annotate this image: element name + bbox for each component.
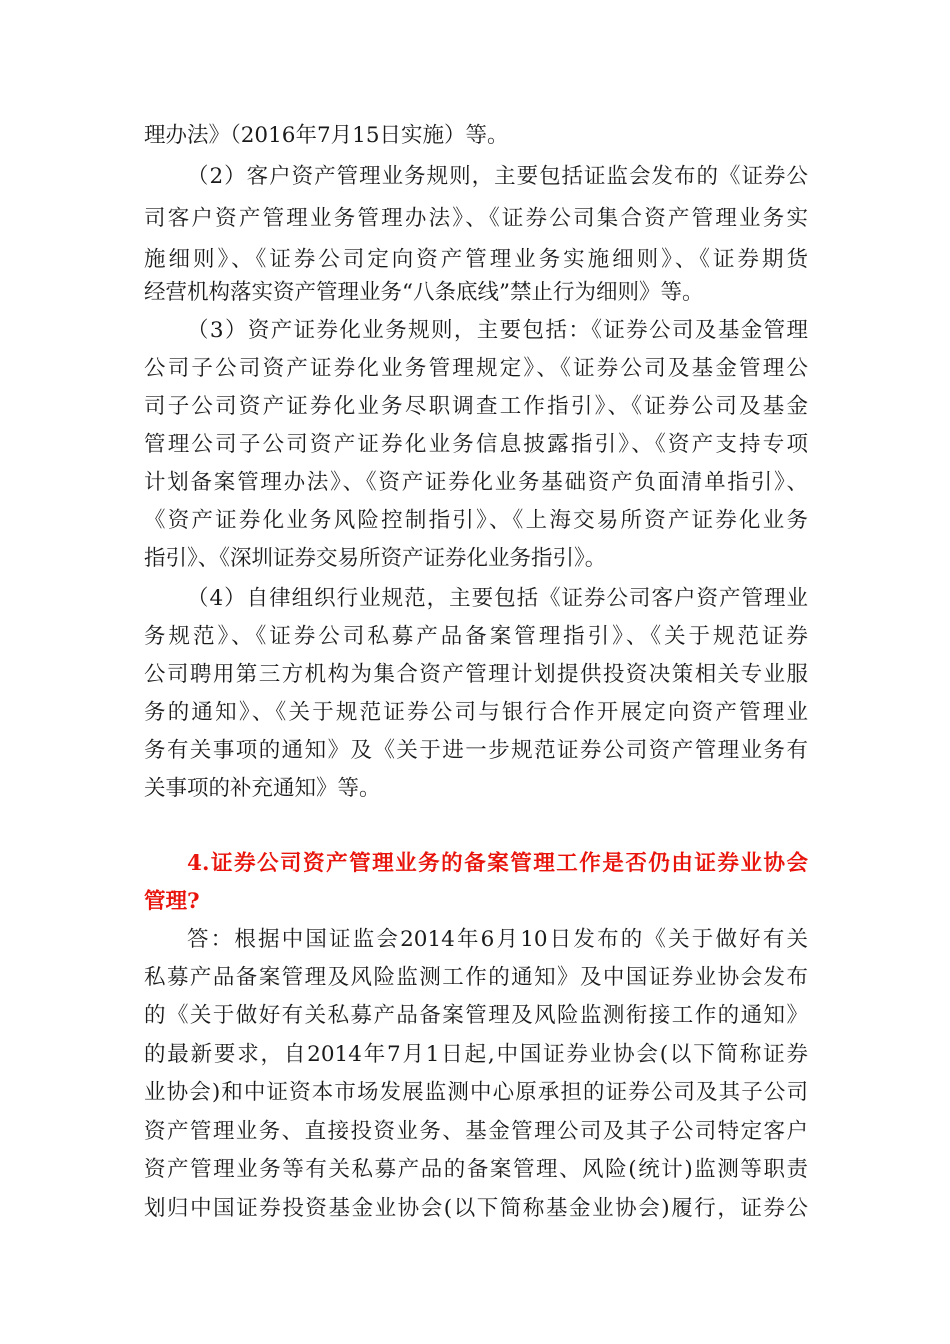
text-line: 施细则》、《证券公司定向资产管理业务实施细则》、《证券期货 (144, 247, 808, 272)
text-line: 划归中国证券投资基金业协会(以下简称基金业协会)履行，证券公 (144, 1196, 808, 1221)
text-line: 业协会)和中证资本市场发展监测中心原承担的证券公司及其子公司 (144, 1080, 808, 1105)
text-line: 指引》、《深圳证券交易所资产证券化业务指引》。 (144, 546, 607, 571)
text-line: 私募产品备案管理及风险监测工作的通知》及中国证券业协会发布 (144, 965, 808, 990)
text-line: 资产管理业务等有关私募产品的备案管理、风险(统计)监测等职责 (144, 1157, 808, 1182)
text-line: 经营机构落实资产管理业务“八条底线”禁止行为细则》等。 (144, 280, 704, 305)
text-line: （2）客户资产管理业务规则，主要包括证监会发布的《证券公 (187, 164, 808, 189)
text-line: 计划备案管理办法》、《资产证券化业务基础资产负面清单指引》、 (144, 470, 808, 495)
text-line: 务规范》、《证券公司私募产品备案管理指引》、《关于规范证券 (144, 624, 808, 649)
text-line: 管理公司子公司资产证券化业务信息披露指引》、《资产支持专项 (144, 432, 808, 457)
heading-line: 4.证券公司资产管理业务的备案管理工作是否仍由证券业协会 (187, 851, 808, 876)
text-line: 资产管理业务、直接投资业务、基金管理公司及其子公司特定客户 (144, 1119, 808, 1144)
text-line: 公司聘用第三方机构为集合资产管理计划提供投资决策相关专业服 (144, 662, 808, 687)
text-line: 务有关事项的通知》及《关于进一步规范证券公司资产管理业务有 (144, 738, 808, 763)
text-line: 《资产证券化业务风险控制指引》、《上海交易所资产证券化业务 (144, 508, 808, 533)
heading-line: 管理? (144, 889, 200, 914)
text-line: （3）资产证券化业务规则，主要包括：《证券公司及基金管理 (187, 318, 808, 343)
text-line: 理办法》（2016年7月15日实施）等。 (144, 123, 509, 148)
text-line: 的《关于做好有关私募产品备案管理及风险监测衔接工作的通知》 (144, 1003, 808, 1028)
text-line: 司客户资产管理业务管理办法》、《证券公司集合资产管理业务实 (144, 206, 808, 231)
text-line: 务的通知》、《关于规范证券公司与银行合作开展定向资产管理业 (144, 700, 808, 725)
text-line: 答：根据中国证监会2014年6月10日发布的《关于做好有关 (187, 927, 808, 952)
text-line: 的最新要求，自2014年7月1日起,中国证券业协会(以下简称证券 (144, 1042, 808, 1067)
text-line: （4）自律组织行业规范，主要包括《证券公司客户资产管理业 (187, 586, 808, 611)
text-line: 公司子公司资产证券化业务管理规定》、《证券公司及基金管理公 (144, 356, 808, 381)
text-line: 关事项的补充通知》等。 (144, 776, 381, 801)
text-line: 司子公司资产证券化业务尽职调查工作指引》、《证券公司及基金 (144, 394, 808, 419)
